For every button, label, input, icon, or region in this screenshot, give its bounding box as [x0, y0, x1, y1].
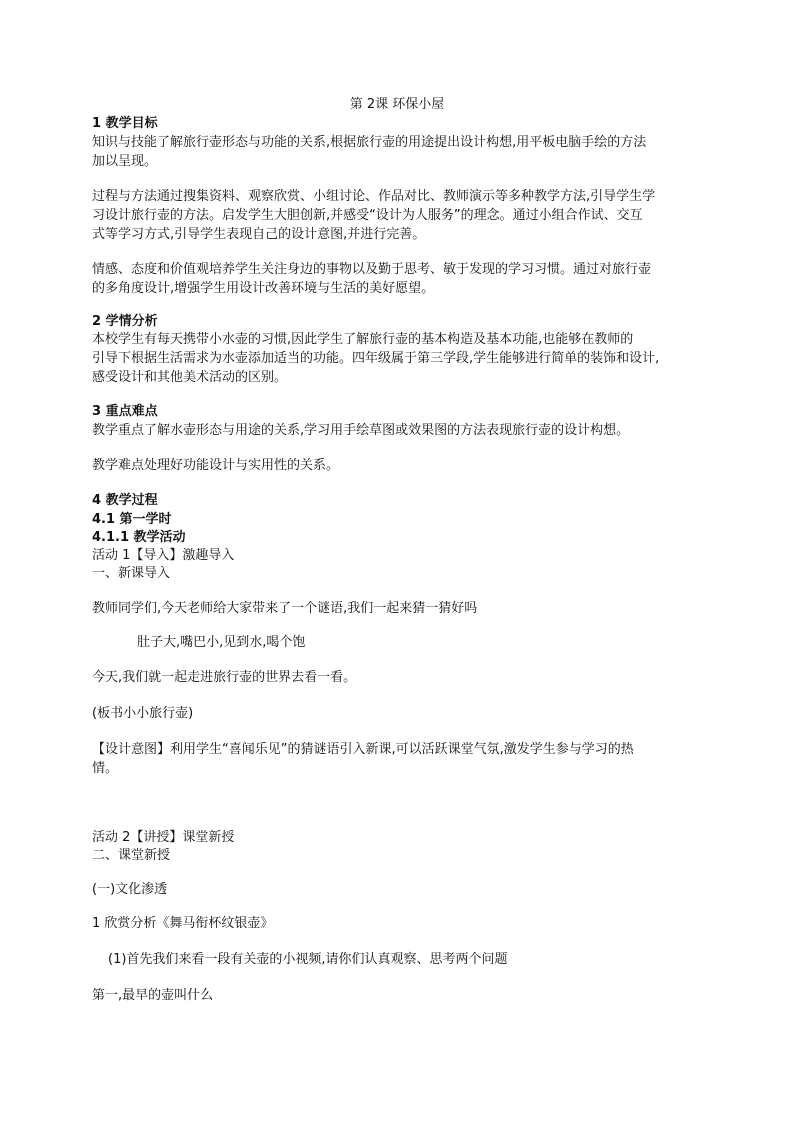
page-title: 第 2课 环保小屋	[349, 97, 445, 112]
part-heading: 二、课堂新授	[92, 848, 171, 863]
section-heading-analysis: 2 学情分析	[92, 314, 158, 329]
paragraph-line: 教学重点了解水壶形态与用途的关系,学习用手绘草图或效果图的方法表现旅行壶的设计构想。	[92, 423, 630, 438]
paragraph-line: 1 欣赏分析《舞马衔杯纹银壶》	[92, 916, 274, 931]
paragraph-line: 本校学生有每天携带小水壶的习惯,因此学生了解旅行壶的基本构造及基本功能,也能够在教师的	[92, 332, 634, 347]
paragraph-line: 知识与技能了解旅行壶形态与功能的关系,根据旅行壶的用途提出设计构想,用平板电脑手绘的方法	[92, 135, 647, 150]
activity-heading: 活动 2【讲授】课堂新授	[92, 830, 235, 845]
paragraph-line: 情感、态度和价值观培养学生关注身边的事物以及勤于思考、敏于发现的学习习惯。通过对旅行壶	[92, 262, 652, 277]
section-heading-objectives: 1 教学目标	[92, 116, 158, 131]
paragraph-line: 的多角度设计,增强学生用设计改善环境与生活的美好愿望。	[92, 281, 435, 296]
paragraph-line: 习设计旅行壶的方法。启发学生大胆创新,并感受“设计为人服务”的理念。通过小组合作试、交互	[92, 208, 643, 223]
paragraph-line: 教学难点处理好功能设计与实用性的关系。	[92, 458, 340, 473]
paragraph-line: (1)首先我们来看一段有关壶的小视频,请你们认真观察、思考两个问题	[108, 952, 508, 967]
paragraph-line: 教师同学们,今天老师给大家带来了一个谜语,我们一起来猜一猜好吗	[92, 601, 478, 616]
section-heading-process: 4 教学过程	[92, 493, 158, 508]
paragraph-line: 感受设计和其他美术活动的区别。	[92, 370, 288, 385]
paragraph-line: 式等学习方式,引导学生表现自己的设计意图,并进行完善。	[92, 227, 426, 242]
activity-heading: 活动 1【导入】激趣导入	[92, 548, 235, 563]
paragraph-line: 加以呈现。	[92, 154, 158, 169]
section-heading-key-points: 3 重点难点	[92, 404, 158, 419]
subsection-heading: 4.1.1 教学活动	[92, 530, 186, 545]
paragraph-line: 今天,我们就一起走进旅行壶的世界去看一看。	[92, 670, 357, 685]
riddle-line: 肚子大,嘴巴小,见到水,喝个饱	[137, 635, 306, 650]
paragraph-line: 引导下根据生活需求为水壶添加适当的功能。四年级属于第三学段,学生能够进行简单的装饰和设计,	[92, 351, 660, 366]
paragraph-line: (板书小小旅行壶)	[92, 706, 194, 721]
paragraph-line: 过程与方法通过搜集资料、观察欣赏、小组讨论、作品对比、教师演示等多种教学方法,引导学生学	[92, 189, 656, 204]
subsection-heading: 4.1 第一学时	[92, 512, 172, 527]
paragraph-line: 【设计意图】利用学生“喜闻乐见”的猜谜语引入新课,可以活跃课堂气氛,激发学生参与学习的热	[92, 742, 634, 757]
paragraph-line: 第一,最早的壶叫什么	[92, 988, 214, 1003]
paragraph-line: 情。	[92, 761, 119, 776]
part-heading: 一、新课导入	[92, 566, 171, 581]
paragraph-line: (一)文化渗透	[92, 882, 168, 897]
